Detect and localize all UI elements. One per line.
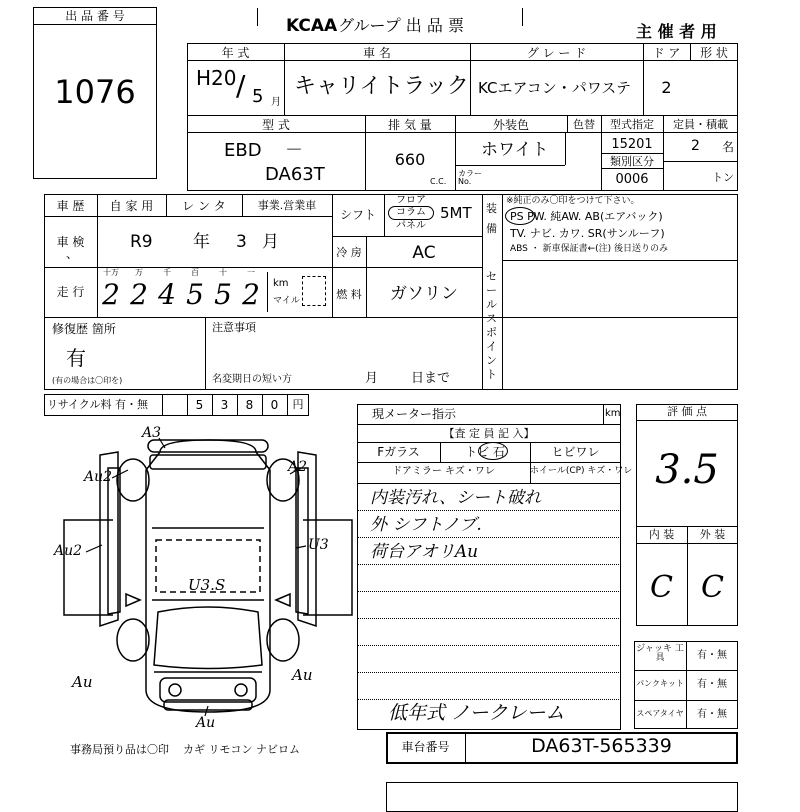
digit-label-100: 百: [191, 268, 199, 277]
capacity-persons: 2: [691, 138, 700, 154]
equipment-line-1: PS PW. 純AW. AB(エアバック): [510, 210, 663, 223]
recycle-digit: 5: [195, 398, 204, 412]
repair-label: 修復歴 箇所: [52, 322, 116, 336]
organizer-logo: KCAA: [286, 16, 338, 36]
note-line-3: 荷台アオリAu: [370, 542, 479, 562]
mileage-digit: 2: [242, 278, 260, 311]
month-unit: 月: [271, 97, 281, 108]
organizer-label: 主 催 者 用: [636, 22, 717, 41]
damage-mark-left-rear: Au2: [84, 469, 113, 485]
repair-value: 有: [66, 346, 86, 370]
recycle-digit: 0: [270, 398, 279, 412]
model-code: DA63T: [265, 164, 325, 185]
transfer-label: 名変期日の短い方: [212, 374, 292, 385]
office-note: 事務局預り品は〇印: [70, 743, 169, 756]
equipment-line-2: TV. ナビ. カワ. SR(サンルーフ): [510, 227, 665, 240]
shift-panel: パネル: [396, 220, 426, 231]
model-prefix: EBD: [224, 140, 262, 161]
overall-score: 3.5: [655, 447, 719, 493]
exterior-grade: C: [701, 570, 724, 605]
color-no-label: カラー No.: [458, 169, 482, 186]
registration-box: [386, 782, 738, 812]
year-slash: /: [236, 69, 246, 102]
accessory-spare-value: 有・無: [697, 709, 727, 720]
note-line-1: 内装汚れ、シート破れ: [370, 488, 542, 508]
chassis-label: 車台番号: [401, 740, 450, 754]
digit-label-10: 十: [219, 268, 227, 277]
sales-point-label: セールスポイント: [486, 270, 497, 381]
header-capacity: 定員・積載: [673, 118, 728, 131]
recycle-unit: 円: [292, 398, 304, 411]
accessory-puncture-value: 有・無: [697, 679, 727, 690]
aircon-label: 冷 房: [336, 246, 362, 259]
repair-note: (有の場合は〇印を): [52, 376, 123, 385]
accessory-jack-value: 有・無: [697, 650, 727, 661]
header-displacement: 排 気 量: [388, 118, 432, 132]
damage-mark-bed: U3.S: [188, 576, 226, 594]
claim-note: 低年式 ノークレーム: [388, 702, 565, 724]
vehicle-name: キャリイトラック: [294, 74, 469, 99]
accessory-spare-label: スペアタイヤ: [636, 709, 684, 718]
displacement: 660: [394, 150, 426, 169]
meter-unit: km: [605, 408, 621, 419]
recycle-label: リサイクル料 有・無: [47, 398, 148, 411]
type-designation: 15201: [611, 137, 653, 152]
mile-unit: マイル: [273, 296, 300, 306]
shift-column: コラム: [396, 207, 426, 218]
assessor-label: 【査 定 員 記 入】: [443, 427, 535, 440]
damage-mark-left-side: Au2: [54, 543, 83, 559]
notes-label: 注意事項: [212, 321, 256, 334]
history-rental: レ ン タ: [182, 199, 226, 213]
digit-label-100k: 十万: [103, 268, 119, 277]
interior-label: 内 装: [648, 528, 675, 541]
digit-label-1k: 千: [163, 268, 171, 277]
damage-mark-rear: A3: [142, 425, 162, 441]
capacity-unit: 名: [722, 140, 735, 154]
transfer-day: 日まで: [411, 371, 451, 386]
class-label: 類別区分: [610, 155, 654, 168]
damage-mark-right-rear: A2: [288, 459, 308, 475]
shift-value: 5MT: [440, 204, 472, 222]
mileage-digit: 4: [158, 278, 176, 311]
cc-unit: C.C.: [430, 177, 447, 186]
digit-label-10k: 万: [135, 268, 143, 277]
mileage-label: 走 行: [56, 285, 85, 299]
inspection-mark: 、: [66, 247, 79, 261]
cell-door-mirror: ドアミラー キズ・ワレ: [392, 466, 495, 477]
recycle-digit: 8: [245, 398, 254, 412]
month: 5: [252, 86, 264, 107]
km-unit: km: [273, 278, 289, 289]
interior-grade: C: [650, 570, 673, 605]
header-exterior-color: 外装色: [492, 118, 529, 132]
inspection-year-unit: 年: [193, 232, 210, 252]
equipment-label: 装 備: [486, 202, 497, 235]
class-number: 0006: [615, 172, 649, 187]
mileage-digit: 5: [186, 278, 204, 311]
equipment-note: ※純正のみ〇印をつけて下さい。: [506, 196, 640, 206]
mileage-digit: 2: [102, 278, 120, 311]
transfer-month: 月: [365, 371, 379, 386]
note-line-2: 外 シフトノブ.: [370, 515, 482, 535]
header-shape: 形 状: [700, 46, 728, 60]
equipment-line-3: ABS ・ 新車保証書←(注) 後日送りのみ: [510, 244, 669, 254]
inspection-label: 車 検: [56, 235, 85, 249]
digit-label-1: 一: [247, 268, 255, 277]
sheet-title: グループ 出 品 票: [338, 16, 464, 35]
header-grade: グ レ ー ド: [526, 46, 587, 60]
chip-circle: [478, 442, 508, 460]
score-label: 評 価 点: [667, 405, 707, 418]
history-business: 事業.営業車: [257, 199, 317, 212]
header-type-designation: 型式指定: [610, 118, 654, 131]
office-items: カギ リモコン ナビロム: [183, 743, 300, 756]
load-unit: トン: [712, 171, 734, 184]
exterior-color: ホワイト: [481, 140, 549, 160]
header-color-change: 色替: [573, 118, 595, 131]
lot-number-label: 出 品 番 号: [65, 9, 125, 23]
damage-mark-front: Au: [196, 715, 216, 731]
exterior-label: 外 装: [699, 528, 726, 541]
mileage-digit: 2: [130, 278, 148, 311]
cell-crack: ヒビワレ: [551, 445, 600, 459]
header-year: 年 式: [221, 46, 250, 60]
model-dash: －: [285, 140, 303, 161]
door-count: 2: [661, 78, 672, 97]
cell-wheel: ホイール(CP) キズ・ワレ: [530, 466, 633, 476]
accessory-puncture-label: パンクキット: [636, 679, 684, 688]
fuel-value: ガソリン: [390, 284, 458, 304]
fuel-label: 燃 料: [336, 288, 362, 301]
meter-label: 現メーター指示: [372, 407, 457, 421]
header-model: 型 式: [262, 118, 290, 132]
year-era: H20: [196, 66, 237, 90]
inspection-month: 3: [236, 232, 247, 252]
mileage-digit: 5: [214, 278, 232, 311]
lot-number: 1076: [54, 73, 136, 111]
history-private: 自 家 用: [109, 199, 154, 213]
cell-front-glass: Fガラス: [377, 445, 420, 459]
accessory-jack-label: ジャッキ 工具: [636, 644, 684, 663]
inspection-month-unit: 月: [262, 232, 279, 252]
cell-chip: トビ 石: [465, 445, 505, 459]
shift-floor: フロア: [396, 195, 426, 206]
damage-mark-right-front: Au: [292, 666, 313, 684]
recycle-digit: 3: [220, 398, 229, 412]
damage-mark-left-front: Au: [72, 673, 93, 691]
aircon-value: AC: [412, 243, 436, 263]
inspection-era: R9: [130, 232, 153, 252]
shift-label: シフト: [339, 208, 376, 222]
history-label: 車 歴: [56, 199, 85, 213]
header-doors: ド ア: [652, 46, 681, 60]
chassis-number: DA63T-565339: [531, 735, 672, 757]
damage-mark-right-side: U3: [308, 537, 329, 553]
header-name: 車 名: [363, 46, 391, 60]
vehicle-grade: KCエアコン・パワステ: [478, 79, 631, 97]
